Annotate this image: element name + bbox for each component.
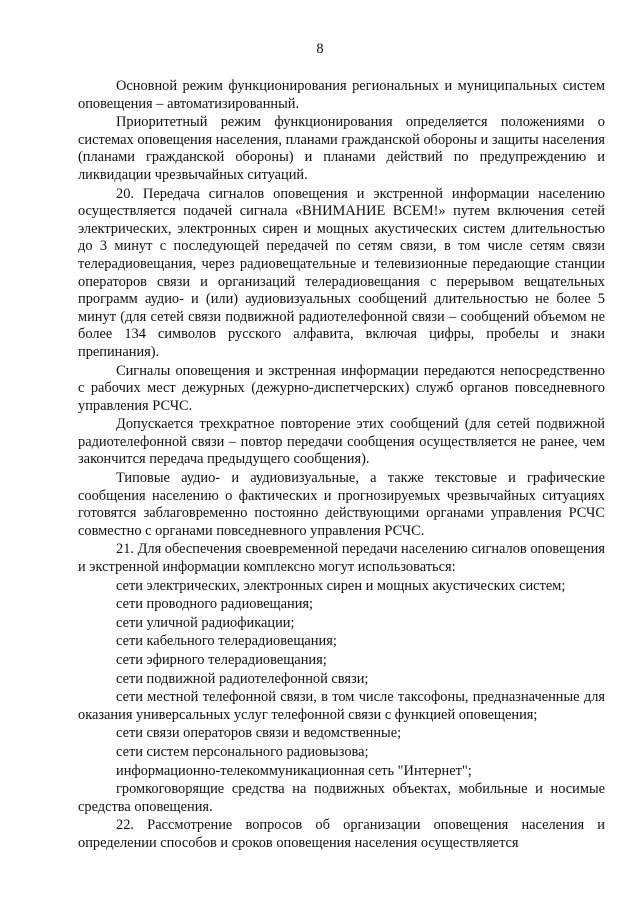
list-item: сети кабельного телерадиовещания;: [116, 633, 337, 650]
list-item: сети уличной радиофикации;: [116, 614, 295, 631]
document-body: [78, 78, 605, 854]
paragraph: Основной режим функционирования региональных и муниципальных систем оповещения – автоматизированный.: [78, 78, 605, 112]
paragraph: 21. Для обеспечения своевременной передачи населению сигналов оповещения и экстренной информации комплексно могут использоваться:: [78, 541, 606, 576]
page-number: 8: [316, 41, 324, 57]
paragraph: 22. Рассмотрение вопросов об организации оповещения населения и определении способов и сроков оповещения населения осуществляется: [78, 817, 605, 851]
list-item: сети эфирного телерадиовещания;: [116, 652, 327, 668]
list-item: сети проводного радиовещания;: [116, 596, 314, 613]
list-item: сети электрических, электронных сирен и мощных акустических систем;: [116, 577, 566, 594]
list-item: сети связи операторов связи и ведомственные;: [116, 725, 402, 742]
list-item: информационно-телекоммуникационная сеть "Интернет";: [116, 762, 472, 779]
paragraph: Приоритетный режим функционирования определяется положениями о системах оповещения населения, планами гражданской обороны и защиты населения (планами гражданской обороны) и планами действий по предупреждению и ликвидации чрезвычайных ситуаций.: [78, 114, 605, 183]
list-item: сети систем персонального радиовызова;: [116, 743, 369, 760]
paragraph: Допускается трехкратное повторение этих сообщений (для сетей подвижной радиотелефонной связи – повтор передачи сообщения осуществляется не ранее, чем закончится передача предыдущего сообщения).: [78, 416, 605, 468]
paragraph: 20. Передача сигналов оповещения и экстренной информации населению осуществляется подачей сигнала «ВНИМАНИЕ ВСЕМ!» путем включения сетей электрических, электронных сирен и мощных акустических систем длительностью до 3 минут с последующей передачей по сетям связи, в том числе сетям связи телерадиовещания, через радиовещательные и телевизионные передающие станции операторов связи и организаций телерадиовещания с перерывом вещательных программ аудио- и (или) аудиовизуальных сообщений длительностью не более 5 минут (для сетей связи подвижной радиотелефонной связи – сообщений объемом не более 134 символов русского алфавита, включая цифры, пробелы и знаки препинания).: [78, 185, 605, 360]
list-item: сети подвижной радиотелефонной связи;: [116, 670, 369, 687]
list-item: громкоговорящие средства на подвижных объектах, мобильные и носимые средства оповещения.: [78, 781, 605, 815]
paragraph: Сигналы оповещения и экстренная информации передаются непосредственно с рабочих мест дежурных (дежурно-диспетчерских) служб органов повседневного управления РСЧС.: [78, 362, 605, 414]
paragraph: Типовые аудио- и аудиовизуальные, а также текстовые и графические сообщения населению о фактических и прогнозируемых чрезвычайных ситуациях готовятся заблаговременно постоянно действующими органами управления РСЧС совместно с органами повседневного управления РСЧС.: [78, 470, 605, 539]
list-item: сети местной телефонной связи, в том числе таксофоны, предназначенные для оказания универсальных услуг телефонной связи с функцией оповещения;: [78, 689, 605, 723]
